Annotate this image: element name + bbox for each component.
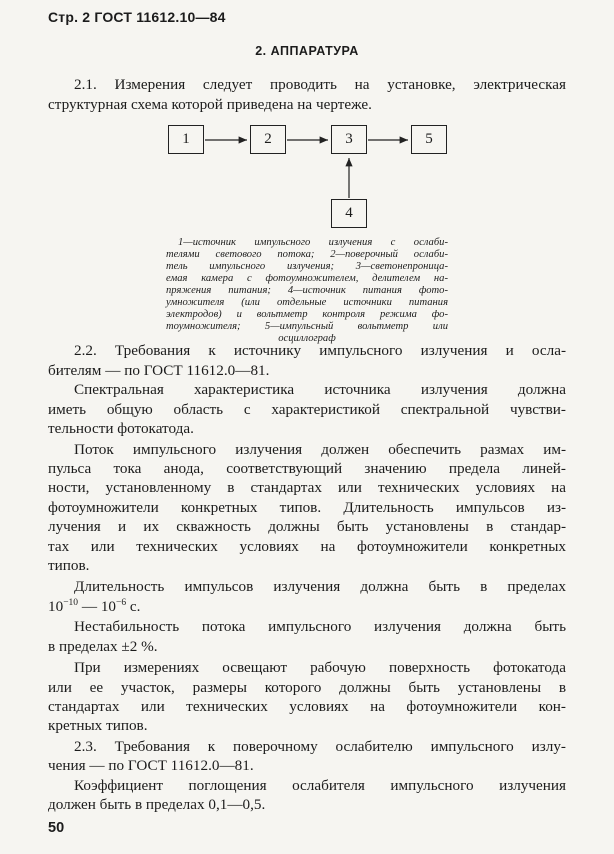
block-diagram — [0, 0, 614, 240]
paragraph-line: 2.2. Требования к источнику импульсного излучения и осла- — [74, 342, 566, 359]
paragraph-line: фотоумножители конкретных типов. Длительность импульсов из- — [48, 499, 566, 516]
paragraph-line: структурная схема которой приведена на чертеже. — [48, 96, 372, 113]
page-header: Стр. 2 ГОСТ 11612.10—84 — [48, 9, 226, 25]
page-number: 50 — [48, 820, 65, 836]
caption-line: телями светового потока; 2—поверочный ослаби- — [166, 249, 448, 260]
paragraph-line: 2.1. Измерения следует проводить на установке, электрическая — [74, 76, 566, 93]
diagram-box-1: 1 — [168, 125, 204, 154]
paragraph-line: бителям — по ГОСТ 11612.0—81. — [48, 362, 270, 379]
paragraph-line: в пределах ±2 %. — [48, 638, 158, 655]
diagram-box-5: 5 — [411, 125, 447, 154]
caption-line: умножителя (или отдельные источники питания — [166, 297, 448, 308]
diagram-box-3: 3 — [331, 125, 367, 154]
caption-line: тель импульсного излучения; 3—светонепроница- — [166, 261, 448, 272]
paragraph-line: 2.3. Требования к поверочному ослабителю импульсного излу- — [74, 738, 566, 755]
caption-line: электродов) и вольтметр контроля режима фо- — [166, 309, 448, 320]
paragraph-line: кретных типов. — [48, 717, 148, 734]
paragraph-line: тах или технических условиях на фотоумножители конкретных — [48, 538, 566, 555]
caption-line: 1—источник импульсного излучения с ослаби- — [178, 237, 448, 248]
pulse-duration-range: $10^{-10}$ — $10^{-6}$ с. — [48, 597, 141, 615]
diagram-box-4: 4 — [331, 199, 367, 228]
paragraph-line: пульса тока анода, соответствующий значению предела линей- — [48, 460, 566, 477]
paragraph-line: Длительность импульсов излучения должна быть в пределах — [74, 578, 566, 595]
paragraph-line: тельности фотокатода. — [48, 420, 194, 437]
caption-line: тоумножителя; 5—импульсный вольтметр или — [166, 321, 448, 332]
paragraph-line: чения — по ГОСТ 11612.0—81. — [48, 757, 254, 774]
paragraph-line: ности, установленному в стандартах или технических условиях на — [48, 479, 566, 496]
diagram-box-2: 2 — [250, 125, 286, 154]
paragraph-line: Спектральная характеристика источника излучения должна — [74, 381, 566, 398]
paragraph-line: Коэффициент поглощения ослабителя импульсного излучения — [74, 777, 566, 794]
paragraph-line: Нестабильность потока импульсного излучения должна быть — [74, 618, 566, 635]
paragraph-line: иметь общую область с характеристикой спектральной чувстви- — [48, 401, 566, 418]
paragraph-line: При измерениях освещают рабочую поверхность фотокатода — [74, 659, 566, 676]
paragraph-line: или ее участок, размеры которого должны быть установлены в — [48, 679, 566, 696]
paragraph-line: Поток импульсного излучения должен обеспечить размах им- — [74, 441, 566, 458]
caption-line: осциллограф — [278, 333, 336, 344]
section-title: 2. АППАРАТУРА — [255, 44, 359, 58]
paragraph-line: должен быть в пределах 0,1—0,5. — [48, 796, 266, 813]
paragraph-line: лучения и их скважность должны быть установлены в стандар- — [48, 518, 566, 535]
paragraph-line: типов. — [48, 557, 90, 574]
caption-line: пряжения питания; 4—источник питания фото- — [166, 285, 448, 296]
caption-line: емая камера с фотоумножителем, делителем на- — [166, 273, 448, 284]
paragraph-line: стандартах или технических условиях на фотоумножители кон- — [48, 698, 566, 715]
